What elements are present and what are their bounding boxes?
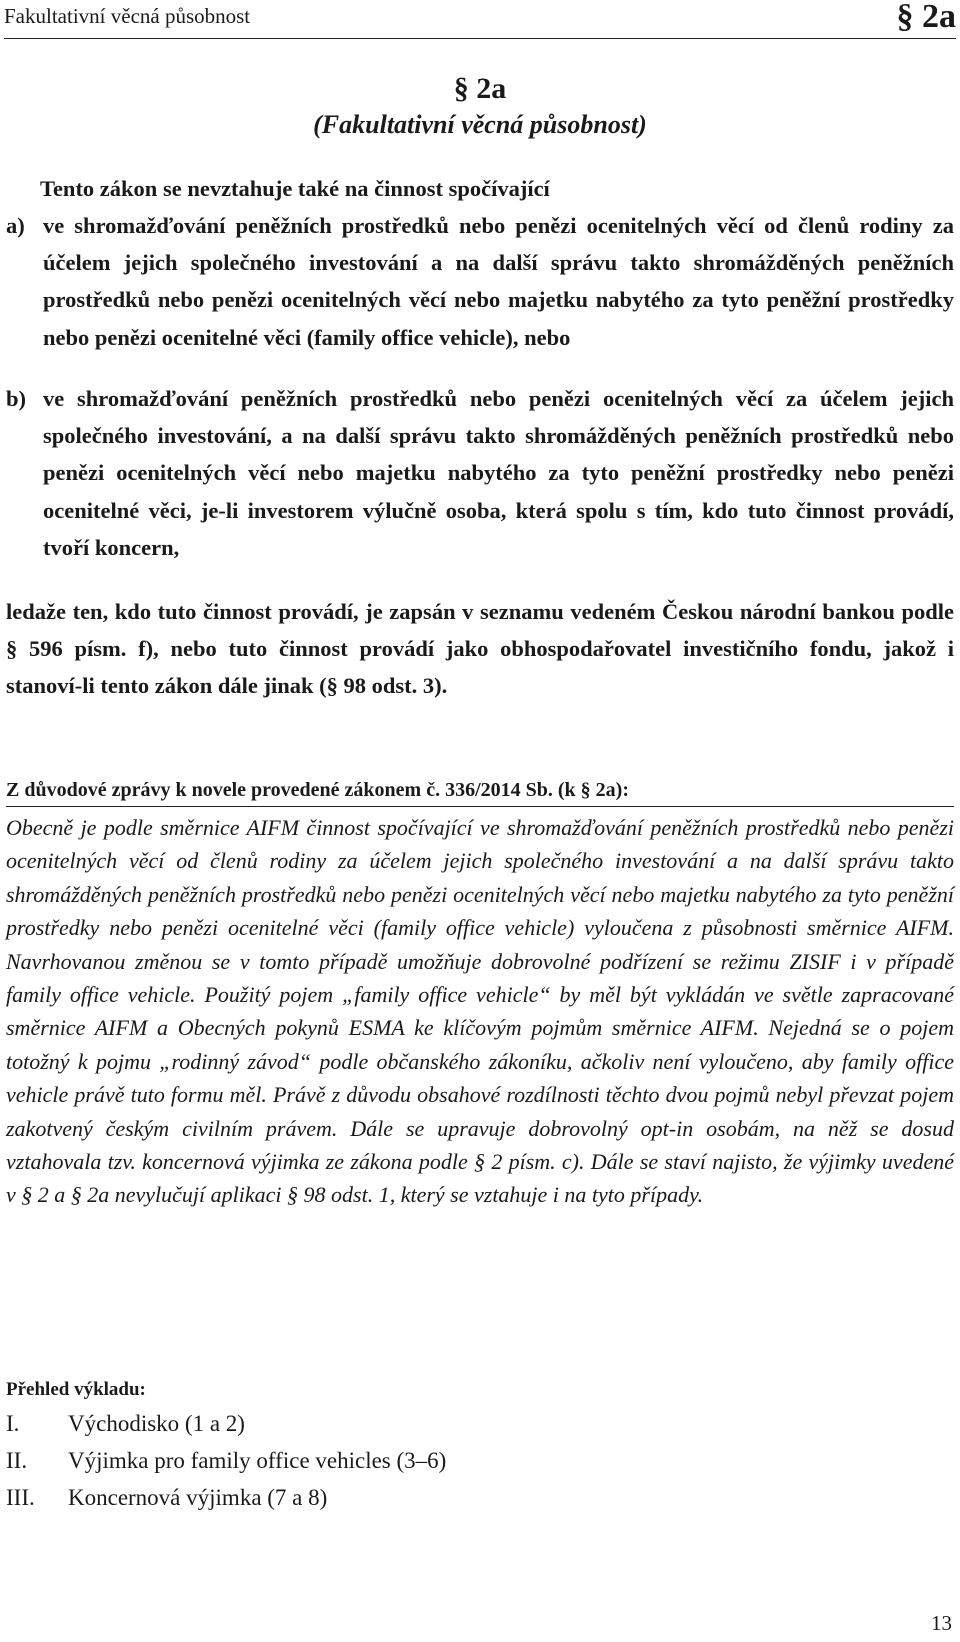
- overview-item-text: Výjimka pro family office vehicles (3–6): [68, 1448, 447, 1473]
- overview-title: Přehled výkladu:: [6, 1379, 146, 1400]
- law-intro: Tento zákon se nevztahuje také na činnost spočívající: [40, 176, 550, 201]
- explanatory-report-heading: Z důvodové zprávy k novele provedené zákonem č. 336/2014 Sb. (k § 2a):: [6, 779, 629, 801]
- overview-item-text: Východisko (1 a 2): [68, 1411, 245, 1436]
- law-item-mark: b): [6, 386, 27, 411]
- section-number: § 2a: [453, 72, 507, 105]
- law-item-b: [6, 380, 954, 566]
- overview-item-number: III.: [6, 1485, 35, 1510]
- overview-list: [6, 1408, 446, 1519]
- running-header: [4, 0, 956, 39]
- law-item-mark: a): [6, 213, 25, 238]
- overview-item: [6, 1482, 446, 1519]
- overview-item-number: II.: [6, 1448, 28, 1473]
- overview-item-text: Koncernová výjimka (7 a 8): [68, 1485, 328, 1510]
- section-subtitle: (Fakultativní věcná působnost): [313, 110, 647, 139]
- overview-item: [6, 1445, 446, 1482]
- explanatory-report-text: Obecně je podle směrnice AIFM činnost spočívající ve shromažďování peněžních prostředků nebo penězi ocenitelných věcí od členů rodiny za účelem jejich společného investování a na další správu takto shromážděných peněžních prostředků nebo penězi ocenitelných věcí nebo majetku nabytého za tyto peněžní prostředky nebo penězi ocenitelné věci (family office vehicle) vyloučena z působnosti směrnice AIFM. Navrhovanou změnou se v tomto případě umožňuje dobrovolné podřízení se režimu ZISIF i v případě family office vehicle. Použitý pojem „family office vehicle“ by měl být vykládán ve světle zapracované směrnice AIFM a Obecných pokynů ESMA ke klíčovým pojmům směrnice AIFM. Nejedná se o pojem totožný k pojmu „rodinný závod“ podle občanského zákoníku, ačkoliv není vyloučeno, aby family office vehicle právě tuto formu měl. Právě z důvodu obsahové rozdílnosti těchto dvou pojmů nebyl převzat pojem zakotvený českým civilním právem. Dále se upravuje dobrovolný opt-in osobám, na něž se dosud vztahovala tzv. koncernová výjimka ze zákona podle § 2 písm. c). Dále se staví najisto, že výjimky uvedené v § 2 a § 2a nevylučují aplikaci § 98 odst. 1, který se vztahuje i na tyto případy.: [6, 806, 954, 1212]
- running-header-title: Fakultativní věcná působnost: [4, 4, 251, 28]
- page-number: 13: [931, 1611, 952, 1635]
- overview-item-number: I.: [6, 1411, 20, 1436]
- law-item-text: ve shromažďování peněžních prostředků nebo penězi ocenitelných věcí za účelem jejich společného investování, a na další správu takto shromážděných peněžních prostředků nebo penězi ocenitelných věcí nebo majetku nabytého za tyto peněžní prostředky nebo penězi ocenitelné věci, je-li investorem výlučně osoba, která spolu s tím, kdo tuto činnost provádí, tvoří koncern,: [43, 386, 954, 560]
- law-item-text: ve shromažďování peněžních prostředků nebo penězi ocenitelných věcí od členů rodiny za účelem jejich společného investování a na další správu takto shromážděných peněžních prostředků nebo penězi ocenitelných věcí nebo majetku nabytého za tyto peněžní prostředky nebo penězi ocenitelné věci (family office vehicle), nebo: [43, 213, 954, 350]
- law-closing: ledaže ten, kdo tuto činnost provádí, je zapsán v seznamu vedeném Českou národní bankou podle § 596 písm. f), nebo tuto činnost provádí jako obhospodařovatel investičního fondu, jakož i stanoví-li tento zákon dále jinak (§ 98 odst. 3).: [6, 599, 954, 699]
- law-item-a: [6, 207, 954, 356]
- running-header-section: § 2a: [896, 0, 956, 35]
- overview-item: [6, 1408, 446, 1445]
